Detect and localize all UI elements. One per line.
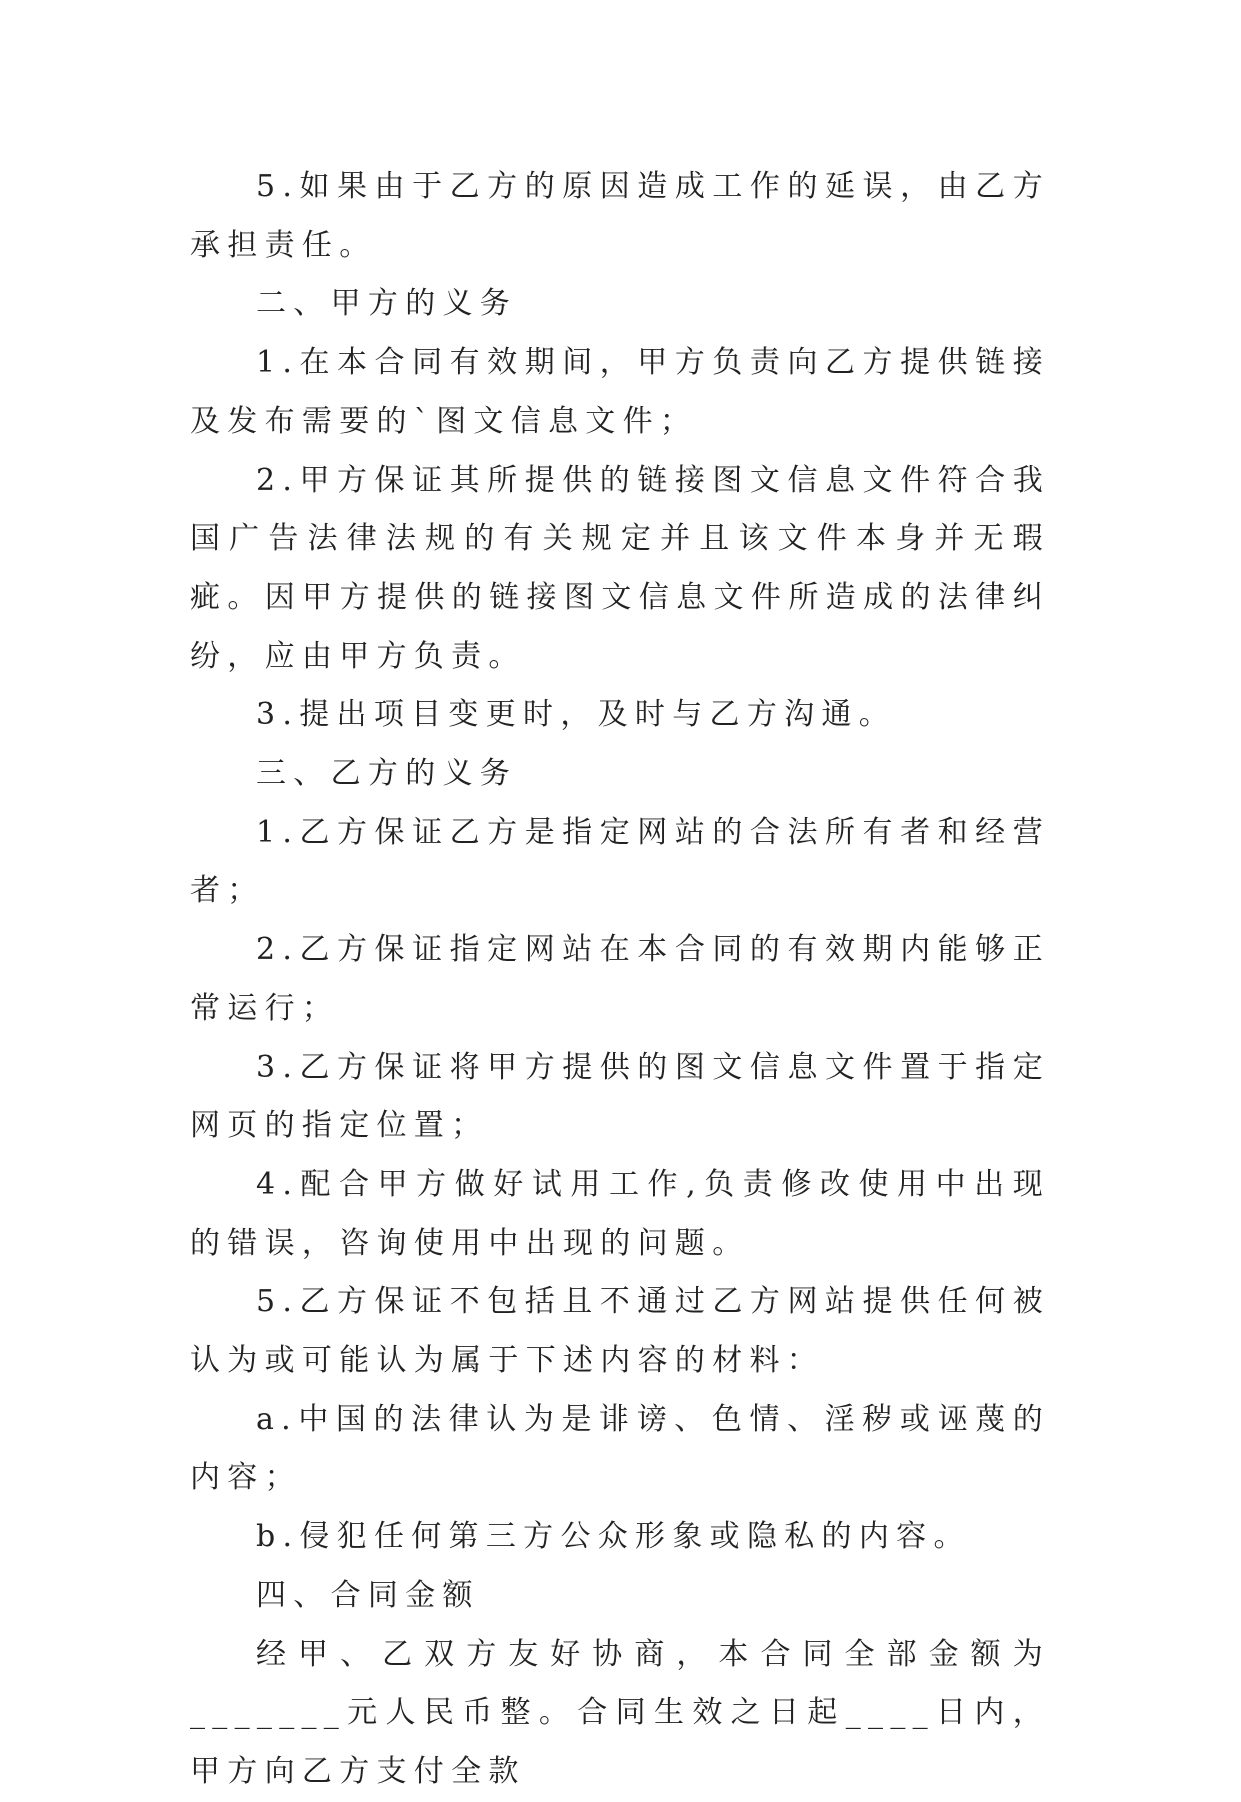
clause-b-2-site-operation: 2.乙方保证指定网站在本合同的有效期内能够正常运行； — [190, 932, 1050, 1026]
clause-a-2-file-compliance: 2.甲方保证其所提供的链接图文信息文件符合我国广告法律法规的有关规定并且该文件本身并无瑕疵。因甲方提供的链接图文信息文件所造成的法律纠纷，应由甲方负责。 — [190, 462, 1050, 674]
clause-b-5-content-restrictions: 5.乙方保证不包括且不通过乙方网站提供任何被认为或可能认为属于下述内容的材料： — [190, 1284, 1050, 1379]
document-body — [190, 158, 1050, 1802]
section-heading-party-b-obligations: 三、乙方的义务 — [256, 756, 518, 792]
clause-a-3-change-communication: 3.提出项目变更时，及时与乙方沟通。 — [256, 697, 897, 733]
clause-b-3-file-placement: 3.乙方保证将甲方提供的图文信息文件置于指定网页的指定位置； — [190, 1049, 1050, 1144]
clause-b-5-item-a: a.中国的法律认为是诽谤、色情、淫秽或诬蔑的内容； — [190, 1401, 1050, 1496]
section-heading-party-a-obligations: 二、甲方的义务 — [256, 286, 518, 322]
clause-a-1-provide-files: 1.在本合同有效期间，甲方负责向乙方提供链接及发布需要的`图文信息文件； — [190, 345, 1050, 439]
clause-b-4-trial-support: 4.配合甲方做好试用工作,负责修改使用中出现的错误，咨询使用中出现的问题。 — [190, 1166, 1050, 1261]
section-heading-contract-amount: 四、合同金额 — [256, 1577, 480, 1613]
clause-b-1-site-ownership: 1.乙方保证乙方是指定网站的合法所有者和经营者； — [190, 814, 1050, 909]
clause-b-5-item-b: b.侵犯任何第三方公众形象或隐私的内容。 — [256, 1519, 971, 1555]
clause-contract-amount-terms: 经甲、乙双方友好协商，本合同全部金额为_______元人民币整。合同生效之日起____日内，甲方向乙方支付全款 — [190, 1636, 1050, 1789]
clause-2-5-delay-liability: 5.如果由于乙方的原因造成工作的延误，由乙方承担责任。 — [190, 169, 1050, 263]
